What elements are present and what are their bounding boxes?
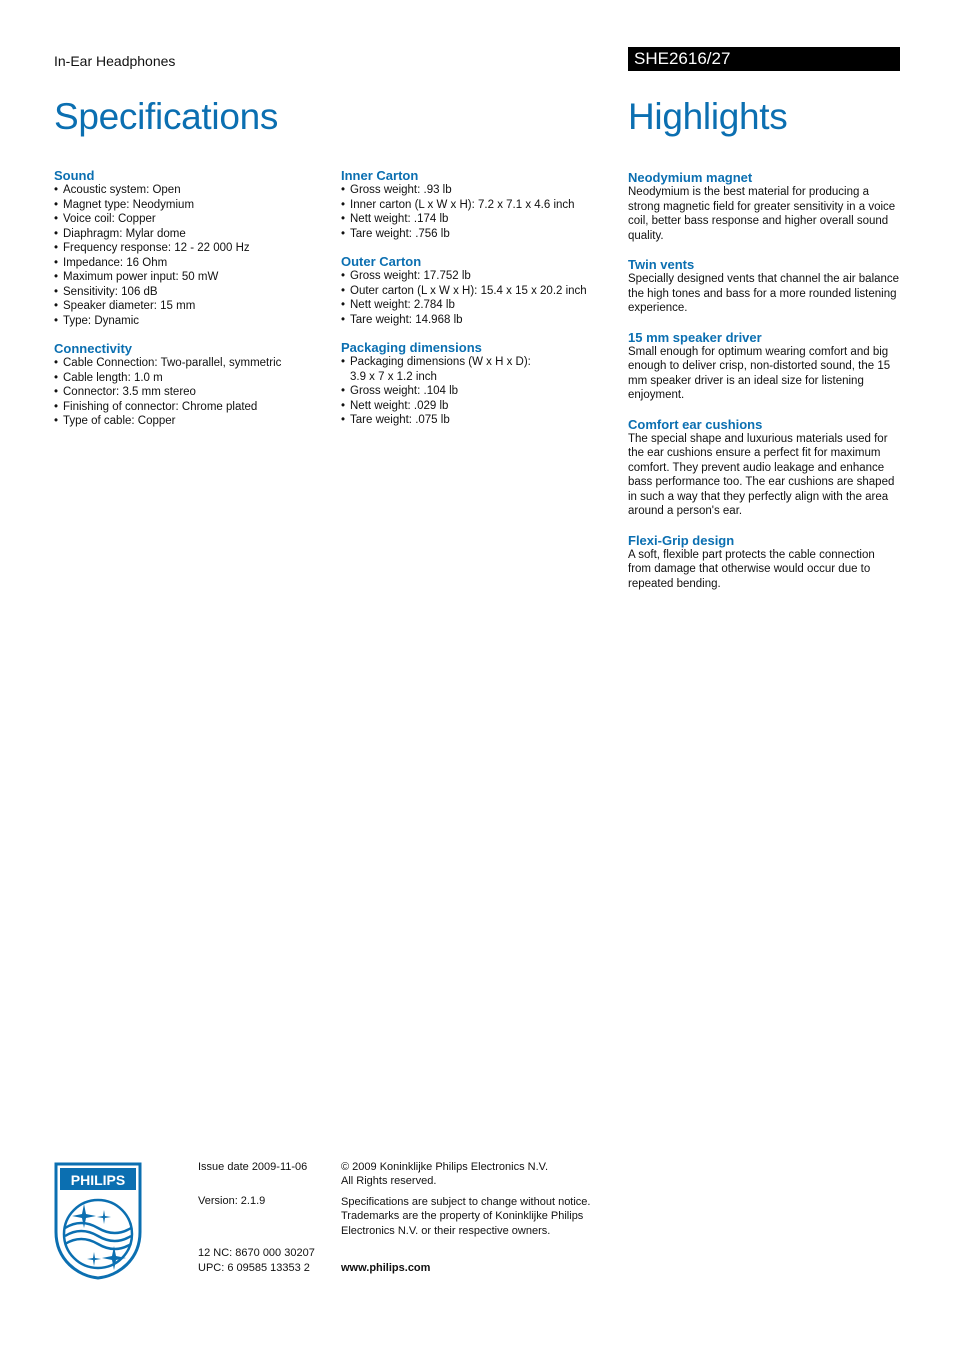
issue-date: Issue date 2009-11-06 [198, 1161, 308, 1173]
spec-section-sound [54, 168, 324, 328]
highlight-heading: Comfort ear cushions [628, 416, 763, 432]
spec-item: • Gross weight: .104 lb [341, 384, 616, 399]
highlight-heading: Flexi-Grip design [628, 532, 735, 548]
spec-item: • Sensitivity: 106 dB [54, 285, 324, 300]
spec-section-outer-carton [341, 254, 616, 327]
spec-item: • Maximum power input: 50 mW [54, 270, 324, 285]
specifications-title: Specifications [54, 96, 279, 137]
spec-item: • Impedance: 16 Ohm [54, 256, 324, 271]
spec-item: • Type of cable: Copper [54, 414, 324, 429]
copyright-line-1: © 2009 Koninklijke Philips Electronics N.V. [341, 1161, 549, 1173]
specs-column-1 [54, 168, 324, 442]
spec-item: • Frequency response: 12 - 22 000 Hz [54, 241, 324, 256]
spec-item: • Voice coil: Copper [54, 212, 324, 227]
spec-item: • Tare weight: .756 lb [341, 227, 616, 242]
spec-item: • Speaker diameter: 15 mm [54, 299, 324, 314]
nc-number: 12 NC: 8670 000 30207 [198, 1247, 315, 1259]
spec-section-heading: Connectivity [54, 341, 133, 356]
spec-section-inner-carton [341, 168, 616, 241]
spec-item: • Magnet type: Neodymium [54, 198, 324, 213]
spec-section-packaging-dimensions [341, 340, 616, 428]
highlight-heading: Twin vents [628, 257, 695, 272]
highlight-heading: Neodymium magnet [628, 170, 753, 185]
version: Version: 2.1.9 [198, 1195, 266, 1207]
spec-item: • Nett weight: 2.784 lb [341, 298, 616, 313]
copyright-line-2: All Rights reserved. [341, 1175, 437, 1187]
upc-number: UPC: 6 09585 13353 2 [198, 1262, 310, 1274]
spec-item: • Nett weight: .029 lb [341, 399, 616, 414]
spec-section-heading: Inner Carton [341, 168, 419, 183]
spec-item: • Packaging dimensions (W x H x D): 3.9 x 7 x 1.2 inch [341, 355, 550, 384]
spec-section-heading: Sound [54, 168, 95, 183]
spec-item: • Type: Dynamic [54, 314, 324, 329]
highlight-text: Small enough for optimum wearing comfort and big enough to deliver crisp, non-distorted sound, the 15 mm speaker driver is an ideal size for listening enjoyment. [628, 345, 891, 401]
notice-line-1: Specifications are subject to change without notice. [341, 1196, 591, 1208]
spec-section-connectivity [54, 341, 324, 429]
product-category: In-Ear Headphones [54, 53, 176, 69]
logo-wordmark: PHILIPS [70, 1172, 126, 1188]
spec-item: • Connector: 3.5 mm stereo [54, 385, 324, 400]
specs-column-2 [341, 168, 616, 441]
spec-item: • Nett weight: .174 lb [341, 212, 616, 227]
highlight-heading: 15 mm speaker driver [628, 329, 762, 345]
highlights-title: Highlights [628, 96, 788, 137]
spec-item: • Inner carton (L x W x H): 7.2 x 7.1 x 4.6 inch [341, 198, 616, 213]
highlight-text: Specially designed vents that channel the air balance the high tones and bass for a more rounded listening experience. [628, 273, 900, 314]
spec-item: • Outer carton (L x W x H): 15.4 x 15 x 20.2 inch [341, 284, 616, 299]
highlight-text: A soft, flexible part protects the cable connection from damage that otherwise would occur due to repeated bending. [628, 548, 875, 590]
website-link[interactable]: www.philips.com [341, 1262, 431, 1274]
spec-item: • Acoustic system: Open [54, 183, 324, 198]
spec-item: • Gross weight: .93 lb [341, 183, 616, 198]
spec-item: • Diaphragm: Mylar dome [54, 227, 324, 242]
spec-section-heading: Packaging dimensions [341, 340, 482, 355]
spec-item: • Finishing of connector: Chrome plated [54, 400, 324, 415]
notice-line-2: Trademarks are the property of Koninklijke Philips [341, 1210, 584, 1222]
highlight-text: Neodymium is the best material for producing a strong magnetic field for greater sensitivity in a voice coil, better bass response and higher overall sound quality. [628, 186, 896, 242]
spec-item: • Cable Connection: Two-parallel, symmetric [54, 356, 324, 371]
highlight-text: The special shape and luxurious materials used for the ear cushions ensure a perfect fit for maximum comfort. They prevent audio leakage and enhance bass performance too. The ear cushions are shaped in such a way that they perfectly align with the area around a person's ear. [628, 432, 895, 517]
spec-item: • Tare weight: .075 lb [341, 413, 616, 428]
philips-shield-logo [54, 1162, 142, 1280]
highlights-column [628, 170, 900, 605]
model-number-bar: SHE2616/27 [628, 47, 900, 71]
spec-item: • Tare weight: 14.968 lb [341, 313, 616, 328]
spec-item: • Gross weight: 17.752 lb [341, 269, 616, 284]
spec-section-heading: Outer Carton [341, 254, 422, 269]
notice-line-3: Electronics N.V. or their respective owners. [341, 1225, 551, 1237]
spec-item: • Cable length: 1.0 m [54, 371, 324, 386]
